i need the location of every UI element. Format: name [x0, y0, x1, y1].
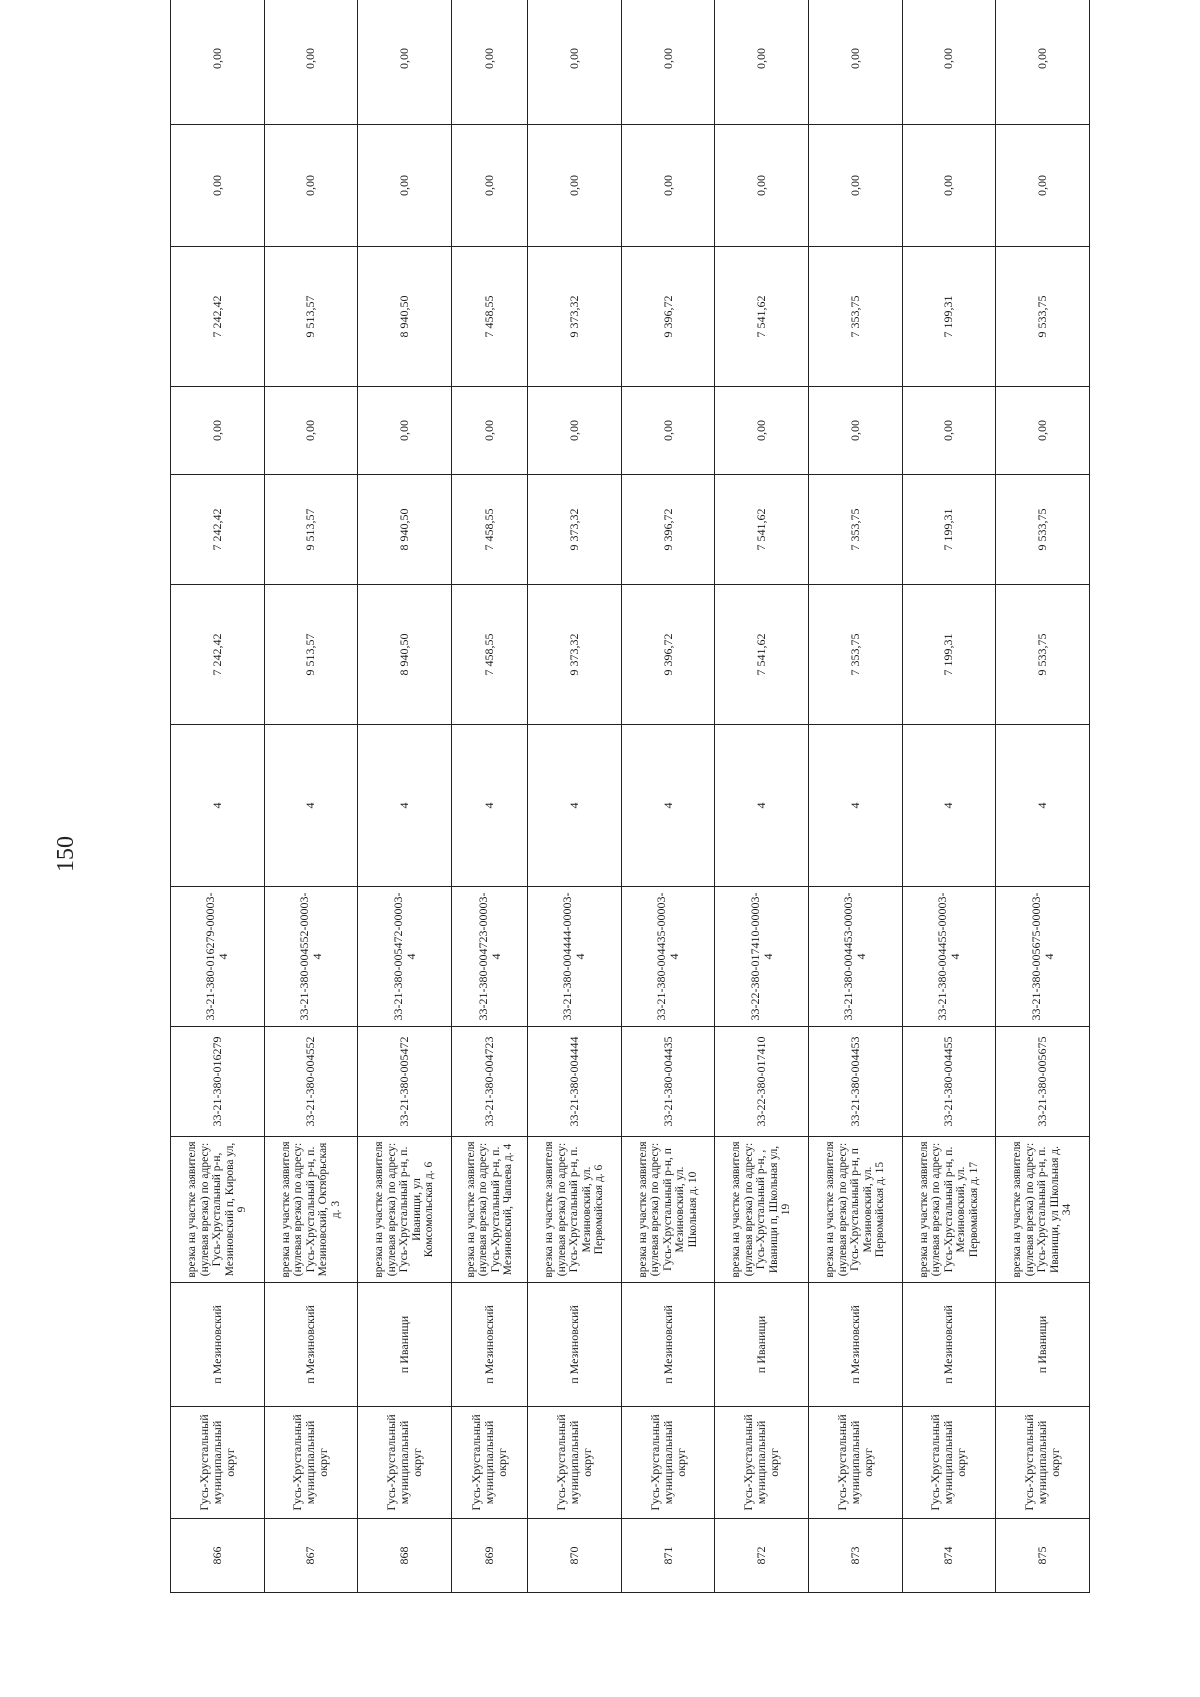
cell-cadastral-number: 33-21-380-005472 [358, 1027, 452, 1137]
cell-amount-3: 0,00 [264, 387, 358, 475]
cell-description: врезка на участке заявителя (нулевая врезка) по адресу: Гусь-Хрустальный р-н, п. Мезиновский, ул. Первомайская д. 6 [528, 1137, 622, 1283]
cell-amount-5: 0,00 [809, 125, 903, 247]
cell-amount-1: 8 940,50 [358, 585, 452, 725]
cell-locality: п Мезиновский [528, 1283, 622, 1407]
rotated-table-sheet [170, 48, 1090, 1593]
cell-amount-2: 7 199,31 [902, 475, 996, 585]
cell-amount-5: 0,00 [621, 125, 715, 247]
cell-object-id: 33-21-380-005675-00003-4 [996, 887, 1090, 1027]
cell-amount-5: 0,00 [358, 125, 452, 247]
cell-amount-2: 7 541,62 [715, 475, 809, 585]
cell-amount-4: 8 940,50 [358, 247, 452, 387]
table-row [358, 0, 452, 1593]
cell-object-id: 33-21-380-016279-00003-4 [171, 887, 265, 1027]
cell-district: Гусь-Хрустальный муниципальный округ [171, 1407, 265, 1519]
cell-locality: п Иванищи [358, 1283, 452, 1407]
cell-category: 4 [996, 725, 1090, 887]
cell-amount-4: 7 458,55 [451, 247, 527, 387]
table-row [809, 0, 903, 1593]
cell-description: врезка на участке заявителя (нулевая врезка) по адресу: Гусь-Хрустальный р-н, п. Мезиновский, ул. Первомайская д. 17 [902, 1137, 996, 1283]
cell-amount-4: 9 513,57 [264, 247, 358, 387]
cell-row-number: 874 [902, 1519, 996, 1593]
cell-district: Гусь-Хрустальный муниципальный округ [621, 1407, 715, 1519]
cell-category: 4 [451, 725, 527, 887]
cell-amount-2: 7 353,75 [809, 475, 903, 585]
cell-object-id: 33-21-380-004723-00003-4 [451, 887, 527, 1027]
cell-cadastral-number: 33-21-380-004455 [902, 1027, 996, 1137]
table-row [996, 0, 1090, 1593]
cell-category: 4 [171, 725, 265, 887]
cell-amount-4: 9 373,32 [528, 247, 622, 387]
cell-amount-6: 0,00 [264, 0, 358, 125]
cell-amount-3: 0,00 [358, 387, 452, 475]
cell-description: врезка на участке заявителя (нулевая врезка) по адресу: Гусь-Хрустальный р-н, п Мезиновский, ул. Первомайская д. 15 [809, 1137, 903, 1283]
table-row [171, 0, 265, 1593]
cell-row-number: 866 [171, 1519, 265, 1593]
table-row [902, 0, 996, 1593]
cell-amount-4: 9 396,72 [621, 247, 715, 387]
cell-description: врезка на участке заявителя (нулевая врезка) по адресу: Гусь-Хрустальный р-н, п. Иванищи, ул Школьная д. 34 [996, 1137, 1090, 1283]
cell-row-number: 871 [621, 1519, 715, 1593]
cell-amount-1: 7 199,31 [902, 585, 996, 725]
cell-category: 4 [528, 725, 622, 887]
cell-amount-3: 0,00 [171, 387, 265, 475]
cell-amount-2: 8 940,50 [358, 475, 452, 585]
cell-amount-5: 0,00 [528, 125, 622, 247]
cell-cadastral-number: 33-21-380-004453 [809, 1027, 903, 1137]
cell-amount-6: 0,00 [171, 0, 265, 125]
cell-category: 4 [715, 725, 809, 887]
cell-cadastral-number: 33-22-380-017410 [715, 1027, 809, 1137]
cell-amount-5: 0,00 [715, 125, 809, 247]
connection-registry-table [170, 0, 1090, 1593]
cell-cadastral-number: 33-21-380-004444 [528, 1027, 622, 1137]
cell-district: Гусь-Хрустальный муниципальный округ [902, 1407, 996, 1519]
cell-row-number: 872 [715, 1519, 809, 1593]
cell-amount-3: 0,00 [809, 387, 903, 475]
cell-amount-3: 0,00 [715, 387, 809, 475]
cell-locality: п Мезиновский [171, 1283, 265, 1407]
cell-amount-2: 9 396,72 [621, 475, 715, 585]
cell-category: 4 [902, 725, 996, 887]
cell-object-id: 33-21-380-004444-00003-4 [528, 887, 622, 1027]
cell-amount-2: 9 373,32 [528, 475, 622, 585]
cell-district: Гусь-Хрустальный муниципальный округ [451, 1407, 527, 1519]
table-row [528, 0, 622, 1593]
cell-object-id: 33-22-380-017410-00003-4 [715, 887, 809, 1027]
cell-row-number: 875 [996, 1519, 1090, 1593]
cell-cadastral-number: 33-21-380-005675 [996, 1027, 1090, 1137]
cell-amount-6: 0,00 [902, 0, 996, 125]
cell-amount-3: 0,00 [902, 387, 996, 475]
cell-category: 4 [264, 725, 358, 887]
cell-amount-4: 7 353,75 [809, 247, 903, 387]
cell-district: Гусь-Хрустальный муниципальный округ [528, 1407, 622, 1519]
cell-district: Гусь-Хрустальный муниципальный округ [996, 1407, 1090, 1519]
cell-amount-1: 9 373,32 [528, 585, 622, 725]
cell-cadastral-number: 33-21-380-016279 [171, 1027, 265, 1137]
cell-object-id: 33-21-380-004435-00003-4 [621, 887, 715, 1027]
cell-description: врезка на участке заявителя (нулевая врезка) по адресу: Гусь-Хрустальный р-н, п. Иванищи, ул Комсомольская д. 6 [358, 1137, 452, 1283]
cell-amount-2: 7 242,42 [171, 475, 265, 585]
cell-amount-4: 9 533,75 [996, 247, 1090, 387]
cell-amount-3: 0,00 [451, 387, 527, 475]
cell-amount-3: 0,00 [996, 387, 1090, 475]
cell-amount-6: 0,00 [621, 0, 715, 125]
cell-object-id: 33-21-380-004453-00003-4 [809, 887, 903, 1027]
cell-cadastral-number: 33-21-380-004552 [264, 1027, 358, 1137]
cell-amount-2: 7 458,55 [451, 475, 527, 585]
cell-amount-1: 7 458,55 [451, 585, 527, 725]
table-row [715, 0, 809, 1593]
table-row [451, 0, 527, 1593]
cell-locality: п Мезиновский [621, 1283, 715, 1407]
cell-row-number: 869 [451, 1519, 527, 1593]
table-row [621, 0, 715, 1593]
cell-amount-5: 0,00 [171, 125, 265, 247]
cell-district: Гусь-Хрустальный муниципальный округ [715, 1407, 809, 1519]
cell-amount-1: 9 533,75 [996, 585, 1090, 725]
cell-amount-5: 0,00 [264, 125, 358, 247]
cell-category: 4 [621, 725, 715, 887]
cell-description: врезка на участке заявителя (нулевая врезка) по адресу: Гусь-Хрустальный р-н, , Иванищи п, Школьная ул, 19 [715, 1137, 809, 1283]
cell-row-number: 867 [264, 1519, 358, 1593]
cell-cadastral-number: 33-21-380-004435 [621, 1027, 715, 1137]
cell-category: 4 [358, 725, 452, 887]
cell-amount-1: 7 541,62 [715, 585, 809, 725]
cell-amount-3: 0,00 [621, 387, 715, 475]
cell-object-id: 33-21-380-004552-00003-4 [264, 887, 358, 1027]
cell-row-number: 870 [528, 1519, 622, 1593]
cell-cadastral-number: 33-21-380-004723 [451, 1027, 527, 1137]
cell-description: врезка на участке заявителя (нулевая врезка) по адресу: Гусь-Хрустальный р-н, Мезиновский п, Кирова ул, 9 [171, 1137, 265, 1283]
table-row [264, 0, 358, 1593]
cell-amount-1: 9 396,72 [621, 585, 715, 725]
cell-description: врезка на участке заявителя (нулевая врезка) по адресу: Гусь-Хрустальный р-н, п. Мезиновский, Чапаева д. 4 [451, 1137, 527, 1283]
cell-district: Гусь-Хрустальный муниципальный округ [809, 1407, 903, 1519]
cell-amount-3: 0,00 [528, 387, 622, 475]
cell-locality: п Мезиновский [264, 1283, 358, 1407]
cell-locality: п Мезиновский [451, 1283, 527, 1407]
cell-amount-5: 0,00 [902, 125, 996, 247]
cell-object-id: 33-21-380-004455-00003-4 [902, 887, 996, 1027]
cell-amount-6: 0,00 [809, 0, 903, 125]
cell-category: 4 [809, 725, 903, 887]
cell-description: врезка на участке заявителя (нулевая врезка) по адресу: Гусь-Хрустальный р-н, п Мезиновский, ул. Школьная д. 10 [621, 1137, 715, 1283]
cell-district: Гусь-Хрустальный муниципальный округ [358, 1407, 452, 1519]
cell-amount-1: 7 353,75 [809, 585, 903, 725]
cell-row-number: 868 [358, 1519, 452, 1593]
cell-amount-6: 0,00 [996, 0, 1090, 125]
cell-district: Гусь-Хрустальный муниципальный округ [264, 1407, 358, 1519]
cell-amount-5: 0,00 [451, 125, 527, 247]
cell-amount-2: 9 533,75 [996, 475, 1090, 585]
cell-amount-2: 9 513,57 [264, 475, 358, 585]
cell-object-id: 33-21-380-005472-00003-4 [358, 887, 452, 1027]
cell-amount-4: 7 199,31 [902, 247, 996, 387]
cell-locality: п Иванищи [996, 1283, 1090, 1407]
cell-amount-6: 0,00 [451, 0, 527, 125]
cell-amount-6: 0,00 [715, 0, 809, 125]
page-number: 150 [53, 836, 79, 872]
cell-amount-6: 0,00 [528, 0, 622, 125]
cell-description: врезка на участке заявителя (нулевая врезка) по адресу: Гусь-Хрустальный р-н, п. Мезиновский, Октябрьская д. 3 [264, 1137, 358, 1283]
cell-amount-6: 0,00 [358, 0, 452, 125]
cell-amount-4: 7 541,62 [715, 247, 809, 387]
cell-amount-5: 0,00 [996, 125, 1090, 247]
cell-row-number: 873 [809, 1519, 903, 1593]
cell-locality: п Мезиновский [902, 1283, 996, 1407]
cell-amount-1: 7 242,42 [171, 585, 265, 725]
cell-amount-4: 7 242,42 [171, 247, 265, 387]
cell-amount-1: 9 513,57 [264, 585, 358, 725]
cell-locality: п Мезиновский [809, 1283, 903, 1407]
cell-locality: п Иванищи [715, 1283, 809, 1407]
